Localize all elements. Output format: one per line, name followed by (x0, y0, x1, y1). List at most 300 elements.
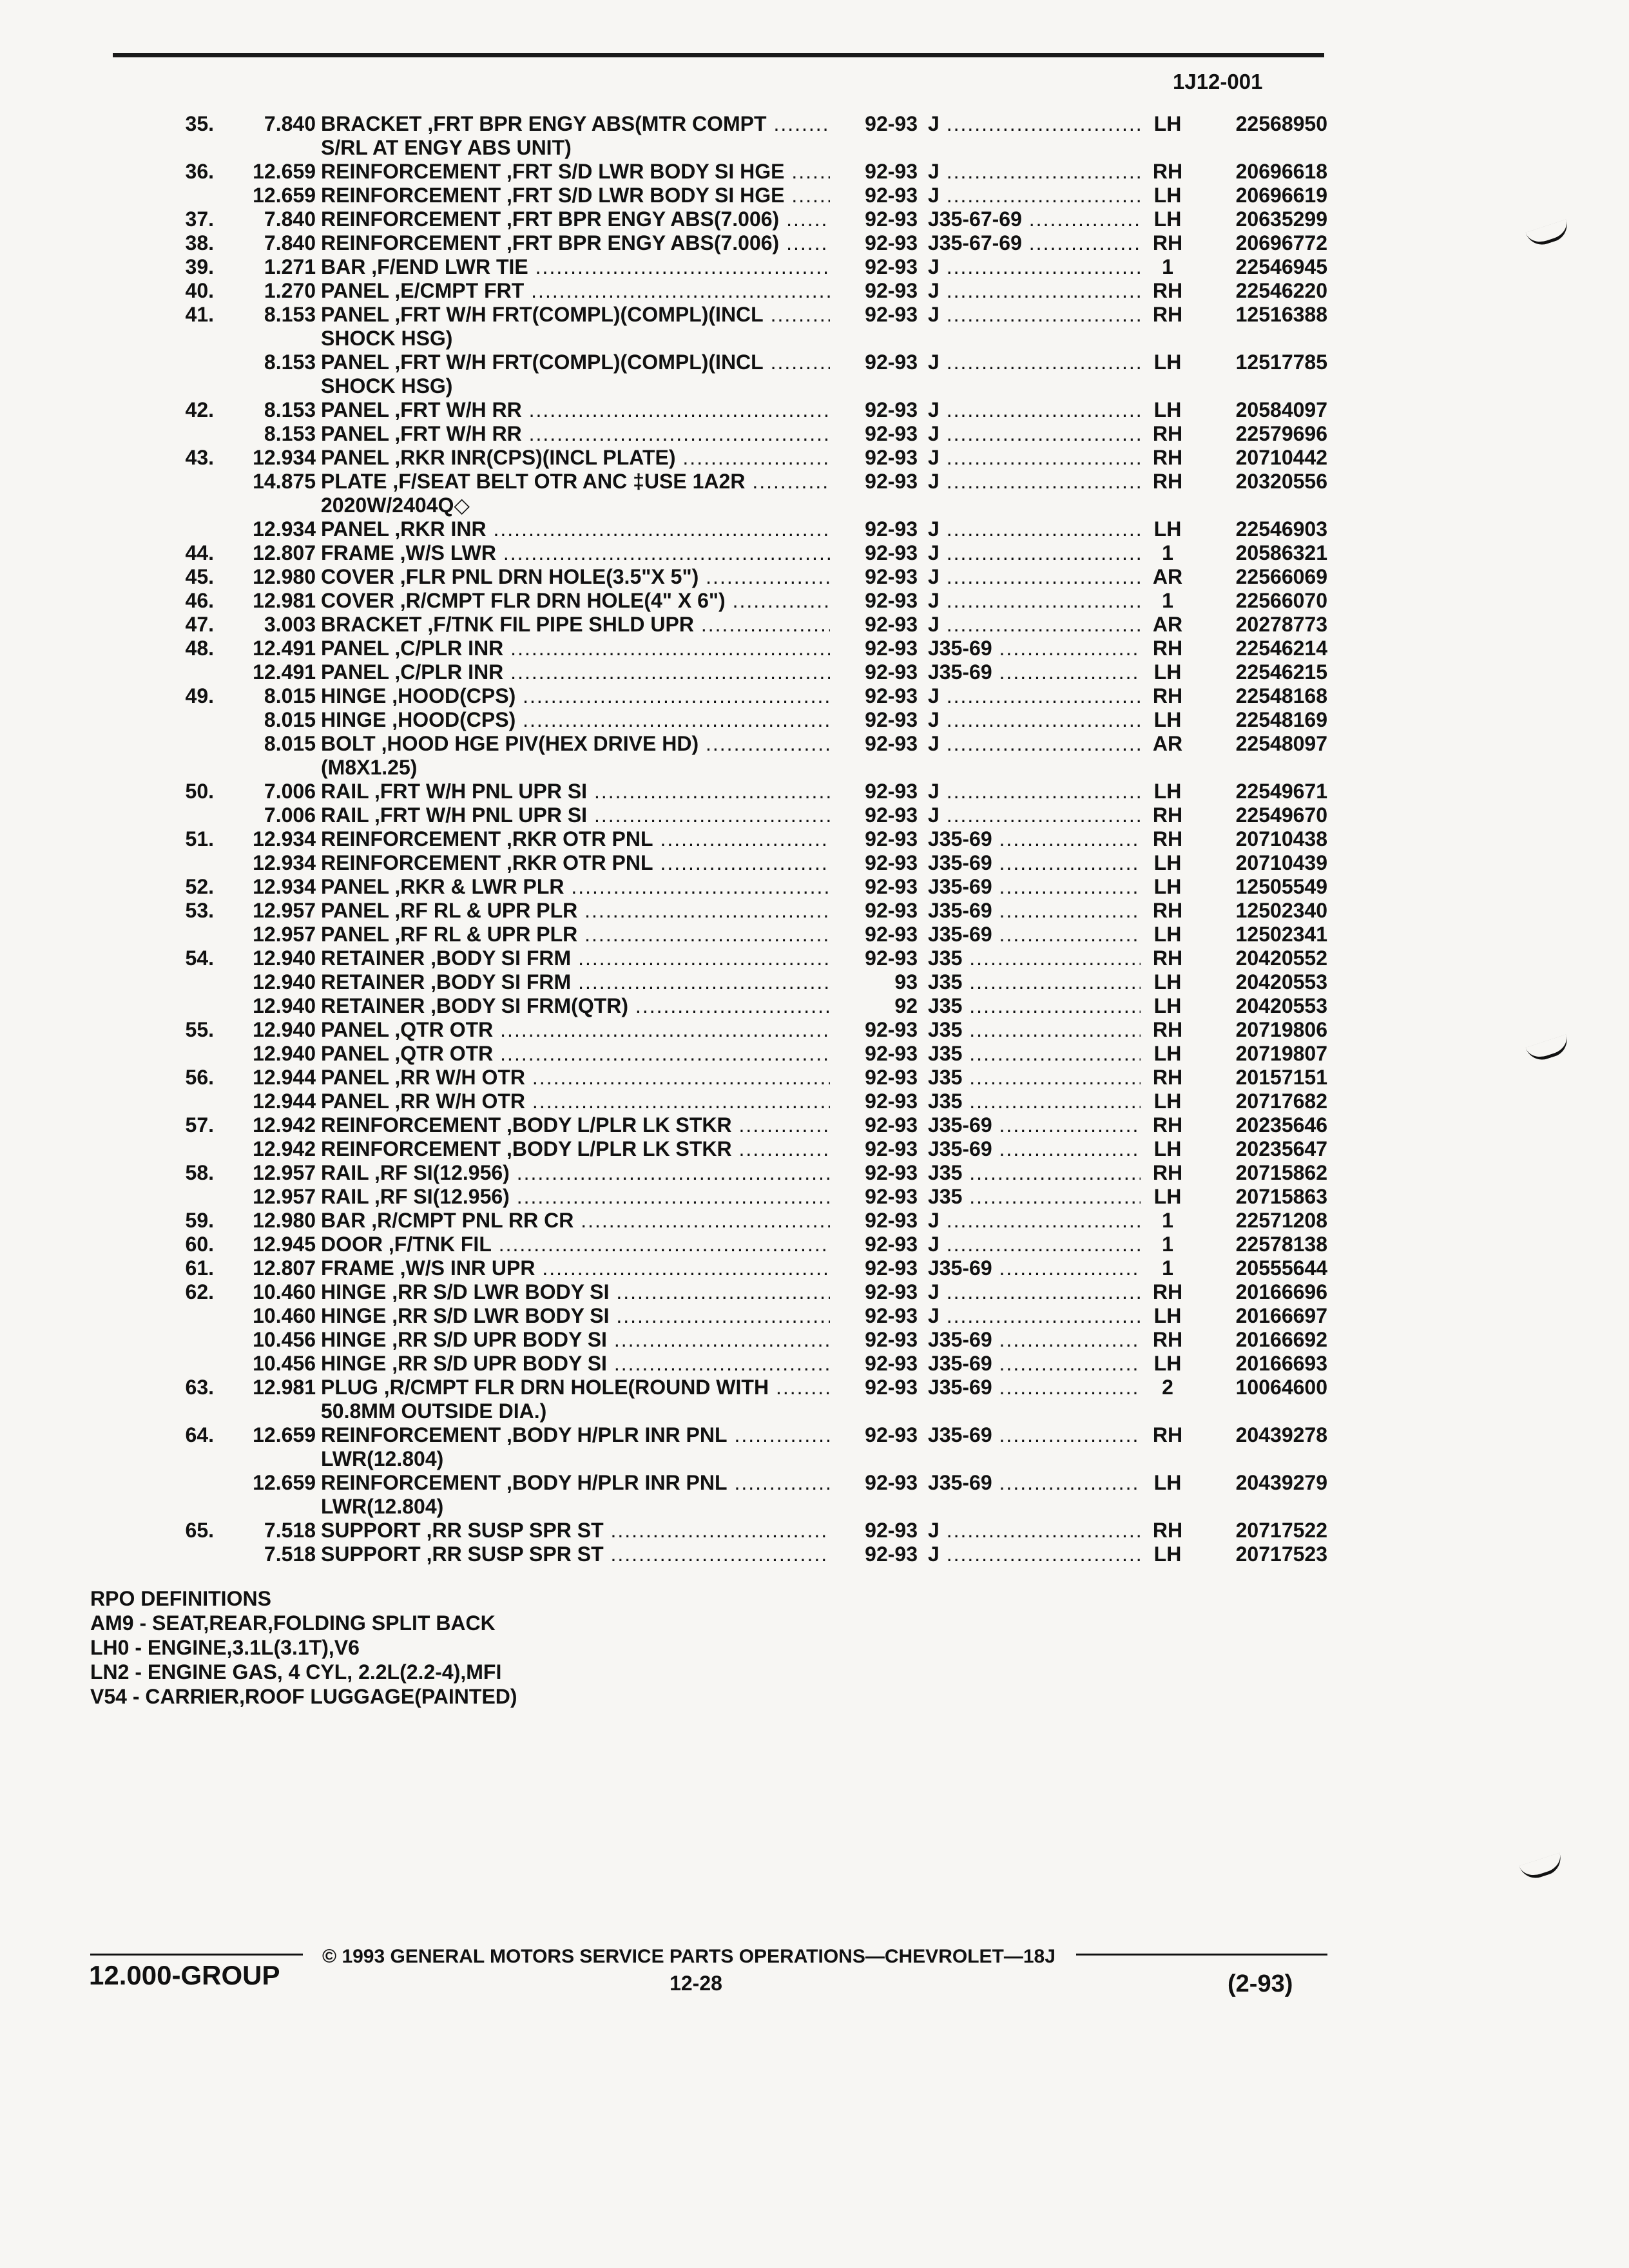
model-years: 92-93 (865, 613, 918, 636)
group-number: 12.944 (253, 1090, 316, 1113)
group-number: 12.934 (253, 517, 316, 541)
parts-row (0, 637, 1629, 660)
part-number: 20710442 (1235, 446, 1327, 469)
part-description: REINFORCEMENT ,FRT S/D LWR BODY SI HGE ..... (321, 184, 830, 207)
item-number: 61. (185, 1256, 214, 1280)
model-code: J ..... (928, 732, 1141, 756)
model-years: 92-93 (865, 899, 918, 922)
model-years: 92-93 (865, 446, 918, 469)
rpo-item: AM9 - SEAT,REAR,FOLDING SPLIT BACK (90, 1611, 496, 1635)
part-description: HINGE ,RR S/D LWR BODY SI ..... (321, 1304, 830, 1328)
parts-row (0, 303, 1629, 327)
part-number: 20157151 (1235, 1066, 1327, 1089)
model-years: 92-93 (865, 684, 918, 707)
item-number: 49. (185, 684, 214, 707)
model-years: 92-93 (865, 1066, 918, 1089)
parts-row (0, 398, 1629, 422)
part-number: 20166697 (1235, 1304, 1327, 1327)
group-number: 8.015 (264, 684, 316, 707)
quantity: RH (1152, 422, 1183, 445)
part-number: 22548097 (1235, 732, 1327, 755)
part-description: PANEL ,E/CMPT FRT ..... (321, 279, 830, 303)
part-number: 22579696 (1235, 422, 1327, 445)
part-number: 22548169 (1235, 708, 1327, 731)
part-number: 20166692 (1235, 1328, 1327, 1351)
parts-row (0, 184, 1629, 207)
parts-row (0, 1542, 1629, 1566)
part-number: 20320556 (1235, 470, 1327, 493)
part-number: 22546903 (1235, 517, 1327, 541)
part-number: 22549671 (1235, 780, 1327, 803)
part-number: 12502341 (1235, 923, 1327, 946)
part-number: 20586321 (1235, 541, 1327, 564)
model-years: 93 (894, 970, 918, 994)
quantity: LH (1153, 1090, 1182, 1113)
quantity: RH (1152, 803, 1183, 827)
model-code: J ..... (928, 780, 1141, 803)
quantity: RH (1152, 1113, 1183, 1137)
group-number: 12.940 (253, 994, 316, 1017)
quantity: RH (1152, 231, 1183, 255)
group-number: 8.153 (264, 422, 316, 445)
quantity: LH (1153, 1304, 1182, 1327)
model-code: J35-69 ..... (928, 1352, 1141, 1376)
part-description: PANEL ,QTR OTR ..... (321, 1042, 830, 1066)
part-description: HINGE ,RR S/D LWR BODY SI ..... (321, 1280, 830, 1304)
part-description: RAIL ,RF SI(12.956) ..... (321, 1185, 830, 1209)
item-number: 56. (185, 1066, 214, 1089)
parts-row (0, 827, 1629, 851)
group-number: 10.456 (253, 1352, 316, 1375)
model-years: 92-93 (865, 1328, 918, 1351)
model-years: 92-93 (865, 160, 918, 183)
part-number: 20696618 (1235, 160, 1327, 183)
group-number: 12.659 (253, 1423, 316, 1446)
item-number: 41. (185, 303, 214, 326)
parts-row (0, 160, 1629, 184)
model-code: J ..... (928, 255, 1141, 279)
model-years: 92-93 (865, 1161, 918, 1184)
model-code: J ..... (928, 303, 1141, 327)
part-description: BRACKET ,F/TNK FIL PIPE SHLD UPR ..... (321, 613, 830, 637)
parts-row (0, 1066, 1629, 1090)
model-code: J ..... (928, 160, 1141, 184)
item-number: 64. (185, 1423, 214, 1446)
item-number: 46. (185, 589, 214, 612)
group-number: 12.957 (253, 899, 316, 922)
model-code: J ..... (928, 184, 1141, 207)
model-code: J35 ..... (928, 947, 1141, 970)
group-number: 7.840 (264, 207, 316, 231)
quantity: LH (1153, 1542, 1182, 1566)
part-description: PANEL ,RKR INR ..... (321, 517, 830, 541)
part-number: 20696772 (1235, 231, 1327, 255)
part-number: 22578138 (1235, 1233, 1327, 1256)
model-code: J35-69 ..... (928, 1376, 1141, 1399)
quantity: RH (1152, 1066, 1183, 1089)
group-number: 12.491 (253, 660, 316, 684)
group-number: 7.006 (264, 780, 316, 803)
group-number: 12.940 (253, 1018, 316, 1041)
group-number: 12.934 (253, 851, 316, 874)
parts-row (0, 1018, 1629, 1042)
item-number: 57. (185, 1113, 214, 1137)
part-description: SUPPORT ,RR SUSP SPR ST ..... (321, 1519, 830, 1542)
model-code: J ..... (928, 470, 1141, 494)
rpo-item: LH0 - ENGINE,3.1L(3.1T),V6 (90, 1636, 360, 1659)
group-number: 8.015 (264, 732, 316, 755)
group-number: 8.153 (264, 303, 316, 326)
model-years: 92-93 (865, 351, 918, 374)
quantity: RH (1152, 899, 1183, 922)
model-code: J ..... (928, 684, 1141, 708)
model-code: J35-67-69 ..... (928, 231, 1141, 255)
part-description: PANEL ,RKR & LWR PLR ..... (321, 875, 830, 899)
quantity: RH (1152, 303, 1183, 326)
model-years: 92-93 (865, 255, 918, 278)
model-code: J ..... (928, 708, 1141, 732)
part-description: PANEL ,FRT W/H FRT(COMPL)(COMPL)(INCL ..... (321, 351, 830, 374)
model-years: 92-93 (865, 827, 918, 850)
item-number: 62. (185, 1280, 214, 1303)
model-years: 92-93 (865, 279, 918, 302)
model-code: J35-69 ..... (928, 1471, 1141, 1495)
model-code: J35-69 ..... (928, 660, 1141, 684)
part-number: 20710438 (1235, 827, 1327, 850)
parts-row (0, 1137, 1629, 1161)
model-years: 92-93 (865, 1018, 918, 1041)
model-code: J ..... (928, 112, 1141, 136)
model-code: J35 ..... (928, 994, 1141, 1018)
parts-row (0, 1519, 1629, 1542)
parts-row (0, 112, 1629, 136)
group-number: 12.940 (253, 947, 316, 970)
group-number: 12.934 (253, 875, 316, 898)
parts-row (0, 708, 1629, 732)
part-number: 20635299 (1235, 207, 1327, 231)
quantity: LH (1153, 851, 1182, 874)
group-number: 12.981 (253, 589, 316, 612)
part-number: 20715863 (1235, 1185, 1327, 1208)
group-number: 7.840 (264, 231, 316, 255)
part-number: 12516388 (1235, 303, 1327, 326)
item-number: 43. (185, 446, 214, 469)
part-description-continued: LWR(12.804) (321, 1495, 444, 1518)
quantity: LH (1153, 780, 1182, 803)
part-description: DOOR ,F/TNK FIL ..... (321, 1233, 830, 1256)
parts-row (0, 1113, 1629, 1137)
group-number: 12.980 (253, 565, 316, 588)
parts-row (0, 1042, 1629, 1066)
model-code: J35-69 ..... (928, 1137, 1141, 1161)
model-code: J ..... (928, 1519, 1141, 1542)
model-years: 92-93 (865, 470, 918, 493)
part-description: PANEL ,RF RL & UPR PLR ..... (321, 923, 830, 947)
model-years: 92-93 (865, 303, 918, 326)
part-description: PANEL ,RR W/H OTR ..... (321, 1066, 830, 1090)
group-number: 8.153 (264, 398, 316, 421)
group-number: 12.945 (253, 1233, 316, 1256)
quantity: 2 (1162, 1376, 1173, 1399)
item-number: 35. (185, 112, 214, 135)
quantity: RH (1152, 446, 1183, 469)
footer-rule-left (90, 1954, 303, 1956)
parts-row (0, 1185, 1629, 1209)
model-years: 92-93 (865, 565, 918, 588)
parts-row-continuation (0, 756, 1629, 780)
parts-list (0, 112, 1629, 1566)
group-number: 12.942 (253, 1137, 316, 1160)
item-number: 47. (185, 613, 214, 636)
model-years: 92-93 (865, 708, 918, 731)
parts-row-continuation (0, 1399, 1629, 1423)
part-description: HINGE ,RR S/D UPR BODY SI ..... (321, 1352, 830, 1376)
model-code: J35-69 ..... (928, 1328, 1141, 1352)
group-number: 12.659 (253, 160, 316, 183)
group-number: 1.270 (264, 279, 316, 302)
model-code: J ..... (928, 1209, 1141, 1233)
model-code: J ..... (928, 803, 1141, 827)
part-description: PANEL ,QTR OTR ..... (321, 1018, 830, 1042)
model-years: 92-93 (865, 1090, 918, 1113)
parts-row (0, 1256, 1629, 1280)
part-number: 10064600 (1235, 1376, 1327, 1399)
part-description: RETAINER ,BODY SI FRM ..... (321, 947, 830, 970)
parts-row (0, 947, 1629, 970)
model-code: J ..... (928, 1233, 1141, 1256)
model-years: 92-93 (865, 398, 918, 421)
part-description: COVER ,R/CMPT FLR DRN HOLE(4" X 6") ..... (321, 589, 830, 613)
model-years: 92-93 (865, 780, 918, 803)
part-description: BAR ,R/CMPT PNL RR CR ..... (321, 1209, 830, 1233)
group-number: 12.659 (253, 184, 316, 207)
parts-row (0, 255, 1629, 279)
parts-row (0, 1304, 1629, 1328)
parts-row (0, 1471, 1629, 1495)
page-code: 1J12-001 (1173, 70, 1263, 93)
part-number: 22546215 (1235, 660, 1327, 684)
quantity: RH (1152, 1018, 1183, 1041)
part-description: REINFORCEMENT ,BODY L/PLR LK STKR ..... (321, 1113, 830, 1137)
quantity: AR (1152, 613, 1183, 636)
part-description: RAIL ,FRT W/H PNL UPR SI ..... (321, 803, 830, 827)
parts-row (0, 541, 1629, 565)
part-number: 22571208 (1235, 1209, 1327, 1232)
model-years: 92-93 (865, 660, 918, 684)
rpo-item: LN2 - ENGINE GAS, 4 CYL, 2.2L(2.2-4),MFI (90, 1660, 502, 1684)
model-years: 92-93 (865, 851, 918, 874)
part-number: 20717682 (1235, 1090, 1327, 1113)
part-description: REINFORCEMENT ,RKR OTR PNL ..... (321, 851, 830, 875)
model-years: 92-93 (865, 112, 918, 135)
quantity: LH (1153, 351, 1182, 374)
part-description: PANEL ,RKR INR(CPS)(INCL PLATE) ..... (321, 446, 830, 470)
part-description: BRACKET ,FRT BPR ENGY ABS(MTR COMPT ..... (321, 112, 830, 136)
group-number: 3.003 (264, 613, 316, 636)
page-number: 12-28 (670, 1972, 722, 1995)
quantity: 1 (1162, 1256, 1173, 1280)
model-code: J35-69 ..... (928, 1256, 1141, 1280)
parts-row (0, 1209, 1629, 1233)
part-description: PANEL ,C/PLR INR ..... (321, 637, 830, 660)
group-number: 1.271 (264, 255, 316, 278)
part-description: REINFORCEMENT ,BODY H/PLR INR PNL ..... (321, 1423, 830, 1447)
part-description: RAIL ,FRT W/H PNL UPR SI ..... (321, 780, 830, 803)
quantity: LH (1153, 398, 1182, 421)
model-years: 92-93 (865, 422, 918, 445)
quantity: 1 (1162, 1209, 1173, 1232)
group-number: 14.875 (253, 470, 316, 493)
model-years: 92-93 (865, 1113, 918, 1137)
model-code: J35 ..... (928, 1018, 1141, 1042)
model-years: 92-93 (865, 1471, 918, 1494)
model-code: J ..... (928, 279, 1141, 303)
parts-row (0, 899, 1629, 923)
quantity: LH (1153, 112, 1182, 135)
part-description: BOLT ,HOOD HGE PIV(HEX DRIVE HD) ..... (321, 732, 830, 756)
quantity: LH (1153, 1352, 1182, 1375)
group-number: 8.015 (264, 708, 316, 731)
group-number: 12.980 (253, 1209, 316, 1232)
part-number: 20719806 (1235, 1018, 1327, 1041)
model-years: 92-93 (865, 1519, 918, 1542)
item-number: 60. (185, 1233, 214, 1256)
model-code: J35 ..... (928, 1185, 1141, 1209)
part-description: PANEL ,C/PLR INR ..... (321, 660, 830, 684)
part-description: REINFORCEMENT ,BODY L/PLR LK STKR ..... (321, 1137, 830, 1161)
quantity: 1 (1162, 541, 1173, 564)
part-description-continued: SHOCK HSG) (321, 374, 453, 398)
part-description: FRAME ,W/S LWR ..... (321, 541, 830, 565)
item-number: 38. (185, 231, 214, 255)
quantity: RH (1152, 279, 1183, 302)
model-years: 92-93 (865, 1376, 918, 1399)
part-description-continued: 50.8MM OUTSIDE DIA.) (321, 1399, 547, 1423)
quantity: RH (1152, 637, 1183, 660)
quantity: LH (1153, 875, 1182, 898)
quantity: LH (1153, 1137, 1182, 1160)
group-number: 10.460 (253, 1304, 316, 1327)
parts-row (0, 1233, 1629, 1256)
item-number: 59. (185, 1209, 214, 1232)
group-number: 12.940 (253, 970, 316, 994)
model-code: J35 ..... (928, 970, 1141, 994)
footer-rule-right (1076, 1954, 1327, 1956)
quantity: RH (1152, 684, 1183, 707)
item-number: 39. (185, 255, 214, 278)
group-number: 12.934 (253, 446, 316, 469)
quantity: AR (1152, 565, 1183, 588)
item-number: 42. (185, 398, 214, 421)
parts-row (0, 732, 1629, 756)
parts-row-continuation (0, 374, 1629, 398)
parts-row (0, 684, 1629, 708)
part-description: RAIL ,RF SI(12.956) ..... (321, 1161, 830, 1185)
parts-row (0, 613, 1629, 637)
model-code: J ..... (928, 1304, 1141, 1328)
quantity: LH (1153, 207, 1182, 231)
model-years: 92-93 (865, 589, 918, 612)
part-number: 20235646 (1235, 1113, 1327, 1137)
model-code: J35-69 ..... (928, 1113, 1141, 1137)
quantity: LH (1153, 184, 1182, 207)
parts-row (0, 1090, 1629, 1113)
part-description: REINFORCEMENT ,BODY H/PLR INR PNL ..... (321, 1471, 830, 1495)
rpo-definitions (90, 1586, 517, 1709)
model-years: 92-93 (865, 1137, 918, 1160)
model-years: 92-93 (865, 803, 918, 827)
parts-row (0, 231, 1629, 255)
part-number: 22566069 (1235, 565, 1327, 588)
part-number: 20235647 (1235, 1137, 1327, 1160)
group-number: 12.940 (253, 1042, 316, 1065)
item-number: 36. (185, 160, 214, 183)
part-number: 20696619 (1235, 184, 1327, 207)
group-number: 7.840 (264, 112, 316, 135)
model-code: J35-69 ..... (928, 827, 1141, 851)
parts-row-continuation (0, 494, 1629, 517)
model-years: 92-93 (865, 207, 918, 231)
part-description: RETAINER ,BODY SI FRM(QTR) ..... (321, 994, 830, 1018)
model-code: J35 ..... (928, 1090, 1141, 1113)
quantity: LH (1153, 1471, 1182, 1494)
parts-row (0, 1352, 1629, 1376)
part-number: 22546945 (1235, 255, 1327, 278)
group-number: 12.944 (253, 1066, 316, 1089)
part-number: 20166696 (1235, 1280, 1327, 1303)
model-code: J35-69 ..... (928, 637, 1141, 660)
rpo-item: V54 - CARRIER,ROOF LUGGAGE(PAINTED) (90, 1685, 517, 1708)
group-number: 12.981 (253, 1376, 316, 1399)
parts-row (0, 970, 1629, 994)
part-description: RETAINER ,BODY SI FRM ..... (321, 970, 830, 994)
quantity: RH (1152, 160, 1183, 183)
part-description-continued: SHOCK HSG) (321, 327, 453, 350)
part-number: 20710439 (1235, 851, 1327, 874)
part-number: 20584097 (1235, 398, 1327, 421)
parts-row-continuation (0, 1495, 1629, 1519)
quantity: 1 (1162, 589, 1173, 612)
model-code: J ..... (928, 1542, 1141, 1566)
parts-row (0, 446, 1629, 470)
group-number: 12.659 (253, 1471, 316, 1494)
model-code: J ..... (928, 398, 1141, 422)
parts-row (0, 923, 1629, 947)
item-number: 40. (185, 279, 214, 302)
part-number: 20439278 (1235, 1423, 1327, 1446)
model-code: J ..... (928, 613, 1141, 637)
part-number: 22549670 (1235, 803, 1327, 827)
parts-row (0, 875, 1629, 899)
part-description: REINFORCEMENT ,FRT S/D LWR BODY SI HGE ..... (321, 160, 830, 184)
part-number: 22566070 (1235, 589, 1327, 612)
item-number: 45. (185, 565, 214, 588)
part-number: 22546214 (1235, 637, 1327, 660)
parts-row (0, 660, 1629, 684)
model-years: 92-93 (865, 1304, 918, 1327)
part-description: REINFORCEMENT ,RKR OTR PNL ..... (321, 827, 830, 851)
parts-row (0, 565, 1629, 589)
part-number: 20420553 (1235, 994, 1327, 1017)
quantity: RH (1152, 947, 1183, 970)
margin-tick-mark (1519, 1852, 1565, 1882)
part-description: FRAME ,W/S INR UPR ..... (321, 1256, 830, 1280)
model-years: 92 (894, 994, 918, 1017)
item-number: 51. (185, 827, 214, 850)
part-description: COVER ,FLR PNL DRN HOLE(3.5"X 5") ..... (321, 565, 830, 589)
item-number: 37. (185, 207, 214, 231)
parts-row (0, 517, 1629, 541)
